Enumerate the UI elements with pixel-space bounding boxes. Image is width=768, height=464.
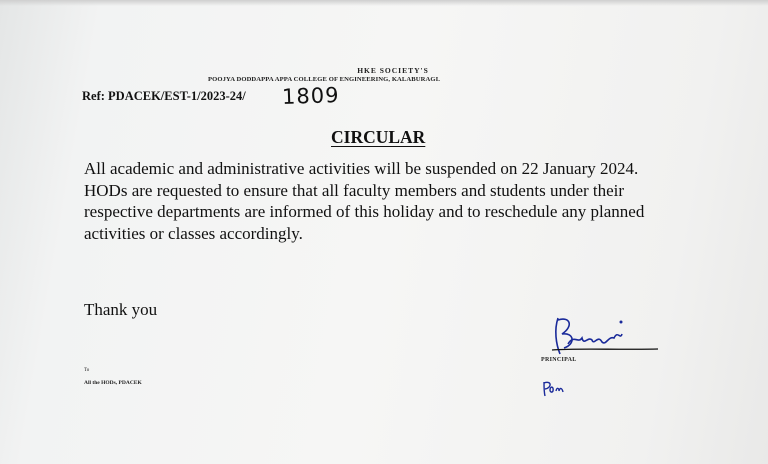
to-label: To xyxy=(84,368,90,373)
circular-body: All academic and administrative activities will be suspended on 22 January 2024. HODs are requested to ensure that all faculty members and students under their respective departments are informed of this holiday and to reschedule any planned activities or classes accordingly. xyxy=(84,159,645,243)
recipients-line: All the HODs, PDACEK xyxy=(84,380,142,386)
circular-title: CIRCULAR xyxy=(331,127,426,147)
closing-text: Thank you xyxy=(84,300,158,319)
handwritten-reference-number: 1809 xyxy=(281,83,340,109)
pen-initials xyxy=(540,378,568,398)
college-name: POOJYA DODDAPPA APPA COLLEGE OF ENGINEERING, KALABURAGI. xyxy=(208,76,441,83)
reference-number: Ref: PDACEK/EST-1/2023-24/ xyxy=(82,89,246,103)
paper-edge-shadow xyxy=(0,0,768,6)
principal-designation: PRINCIPAL xyxy=(541,357,577,363)
society-name: HKE SOCIETY'S xyxy=(357,66,429,75)
